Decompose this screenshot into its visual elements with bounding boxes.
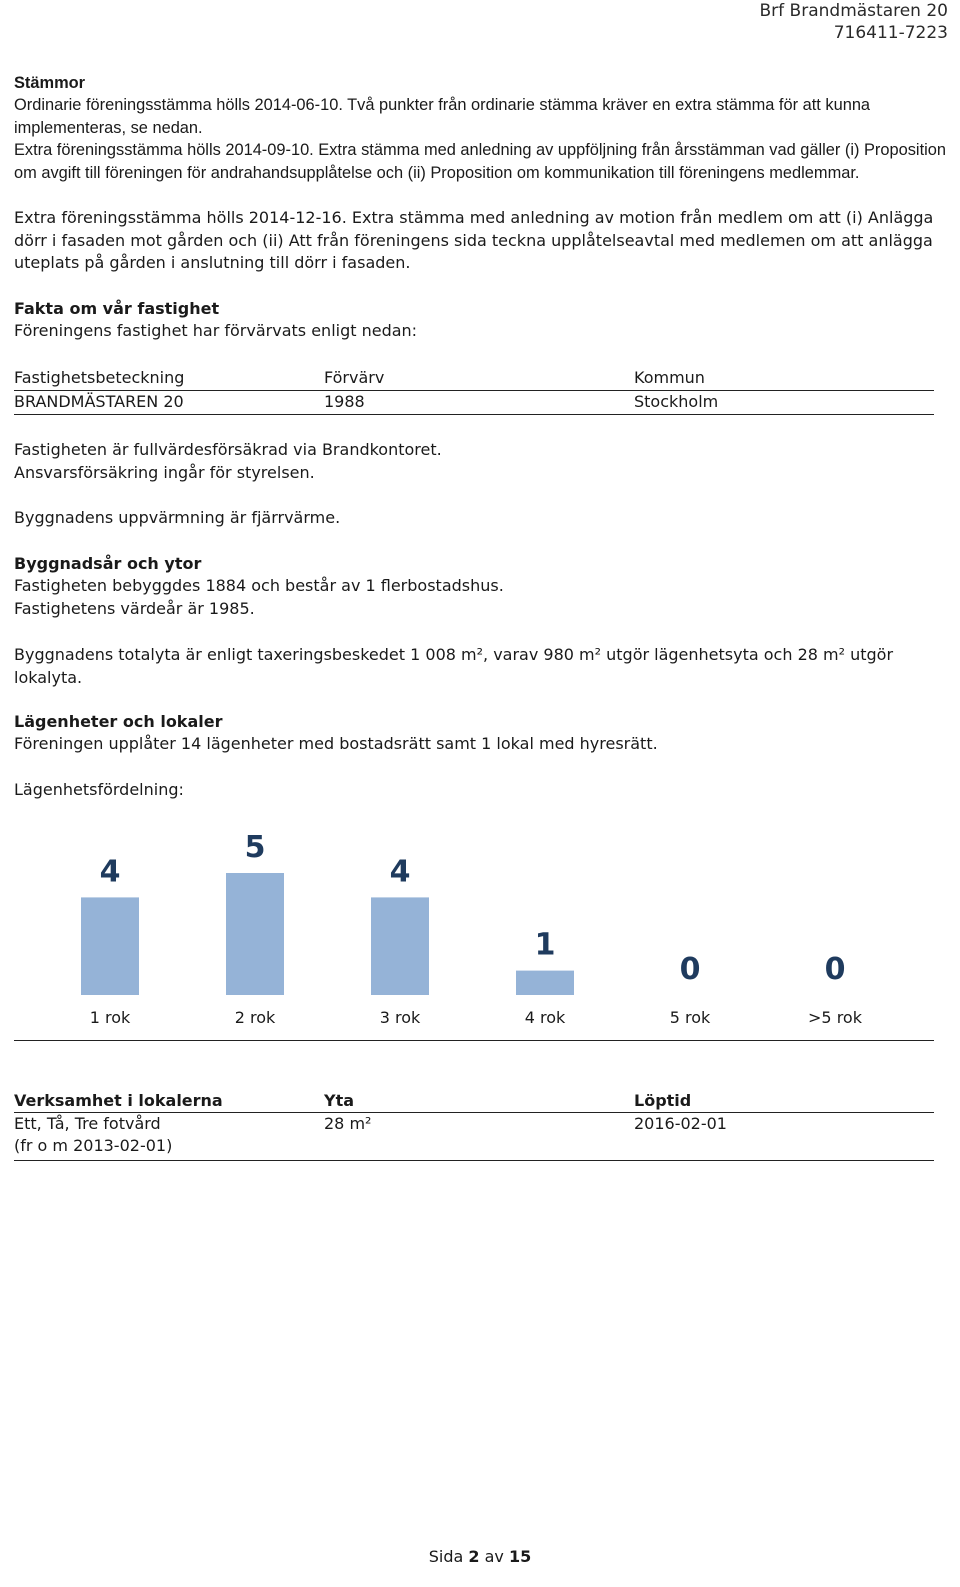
table-divider bbox=[14, 414, 934, 415]
bar-4-rok bbox=[516, 971, 574, 995]
bar-value-label: 4 bbox=[389, 854, 411, 890]
property-table-header bbox=[14, 366, 946, 390]
bar-value-label: 0 bbox=[679, 952, 701, 987]
col-fastighetsbeteckning: Fastighetsbeteckning bbox=[14, 368, 185, 387]
stammor-section bbox=[14, 72, 946, 184]
lagenheter-text: Föreningen upplåter 14 lägenheter med bostadsrätt samt 1 lokal med hyresrätt. bbox=[14, 734, 658, 753]
heating-block bbox=[14, 507, 946, 530]
fakta-heading: Fakta om vår fastighet bbox=[14, 299, 220, 318]
bar-value-label: 1 bbox=[534, 927, 556, 963]
cell-loptid: 2016-02-01 bbox=[634, 1114, 727, 1133]
stammor-ordinarie: Ordinarie föreningsstämma hölls 2014-06-10. Två punkter från ordinarie stämma kräver en extra stämma för att kunna implementeras, se nedan. bbox=[14, 96, 871, 137]
category-label: >5 rok bbox=[808, 1008, 862, 1027]
chart-svg bbox=[14, 820, 946, 1050]
footer-prefix: Sida bbox=[428, 1547, 464, 1566]
footer-sep: av bbox=[484, 1547, 504, 1566]
fakta-intro: Föreningens fastighet har förvärvats enligt nedan: bbox=[14, 321, 418, 340]
col-kommun: Kommun bbox=[634, 368, 705, 387]
verksamhet-line-1: Ett, Tå, Tre fotvård bbox=[14, 1114, 161, 1133]
liability-line: Ansvarsförsäkring ingår för styrelsen. bbox=[14, 462, 315, 482]
cell-yta: 28 m² bbox=[324, 1114, 372, 1133]
area-block bbox=[14, 644, 946, 689]
stammor-extra-2-block bbox=[14, 207, 946, 275]
bar-3-rok bbox=[371, 897, 429, 995]
stammor-extra-1: Extra föreningsstämma hölls 2014-09-10. Extra stämma med anledning av uppföljning från årsstämman vad gäller (i) Proposition om avgift till föreningen för andrahandsupplåtelse och (ii) Proposition om kommunikation till föreningens medlemmar. bbox=[14, 141, 946, 182]
category-label: 1 rok bbox=[89, 1008, 131, 1027]
category-label: 4 rok bbox=[524, 1008, 566, 1027]
table-divider bbox=[14, 1112, 934, 1113]
table-divider bbox=[14, 1160, 934, 1161]
page-footer bbox=[0, 1546, 960, 1568]
org-number: 716411-7223 bbox=[833, 23, 948, 43]
stammor-heading: Stämmor bbox=[14, 74, 86, 92]
cell-forvarv: 1988 bbox=[324, 392, 365, 411]
byggnad-line-2: Fastighetens värdeår är 1985. bbox=[14, 598, 255, 618]
premises-table bbox=[14, 1089, 946, 1159]
chart-label-block bbox=[14, 779, 946, 802]
premises-table-header bbox=[14, 1089, 946, 1113]
col-verksamhet: Verksamhet i lokalerna bbox=[14, 1091, 223, 1110]
bar-1-rok bbox=[81, 897, 139, 995]
footer-total: 15 bbox=[509, 1547, 532, 1566]
col-yta: Yta bbox=[324, 1091, 355, 1110]
chart-bottom-rule bbox=[14, 1040, 934, 1041]
chart-label: Lägenhetsfördelning: bbox=[14, 780, 184, 799]
category-label: 5 rok bbox=[669, 1008, 711, 1027]
verksamhet-line-2: (fr o m 2013-02-01) bbox=[14, 1136, 173, 1155]
page-header bbox=[760, 0, 948, 44]
table-row bbox=[14, 390, 946, 414]
table-divider bbox=[14, 390, 934, 391]
lagenheter-section bbox=[14, 711, 946, 756]
bar-value-label: 5 bbox=[244, 830, 266, 865]
lagenheter-heading: Lägenheter och lokaler bbox=[14, 712, 223, 731]
bar-2-rok bbox=[226, 873, 284, 995]
table-row bbox=[14, 1113, 946, 1159]
col-forvarv: Förvärv bbox=[324, 368, 385, 387]
cell-kommun: Stockholm bbox=[634, 392, 719, 411]
byggnad-line-1: Fastigheten bebyggdes 1884 och består av 1 flerbostadshus. bbox=[14, 576, 504, 595]
bar-value-label: 4 bbox=[99, 854, 121, 890]
heating-line: Byggnadens uppvärmning är fjärrvärme. bbox=[14, 508, 341, 527]
byggnad-heading: Byggnadsår och ytor bbox=[14, 554, 202, 573]
footer-page: 2 bbox=[468, 1547, 480, 1566]
insurance-block bbox=[14, 439, 946, 484]
category-label: 2 rok bbox=[234, 1008, 276, 1027]
area-text: Byggnadens totalyta är enligt taxeringsbeskedet 1 008 m², varav 980 m² utgör lägenhetsyta och 28 m² utgör lokalyta. bbox=[14, 645, 894, 687]
fakta-section bbox=[14, 298, 946, 343]
cell-fastighet: BRANDMÄSTAREN 20 bbox=[14, 392, 184, 411]
category-label: 3 rok bbox=[379, 1008, 421, 1027]
byggnad-section bbox=[14, 553, 946, 620]
cell-verksamhet bbox=[14, 1113, 172, 1157]
stammor-extra-2: Extra föreningsstämma hölls 2014-12-16. Extra stämma med anledning av motion från medlem om att (i) Anlägga dörr i fasaden mot gården och (ii) Att från föreningens sida teckna upplåtelseavtal med medlemen om att anlägga uteplats på gården i anslutning till dörr i fasaden. bbox=[14, 208, 934, 272]
col-loptid: Löptid bbox=[634, 1091, 692, 1110]
insurance-line: Fastigheten är fullvärdesförsäkrad via Brandkontoret. bbox=[14, 440, 442, 459]
apartment-distribution-chart bbox=[14, 820, 946, 1050]
company-name: Brf Brandmästaren 20 bbox=[759, 1, 948, 21]
bar-value-label: 0 bbox=[824, 952, 846, 987]
